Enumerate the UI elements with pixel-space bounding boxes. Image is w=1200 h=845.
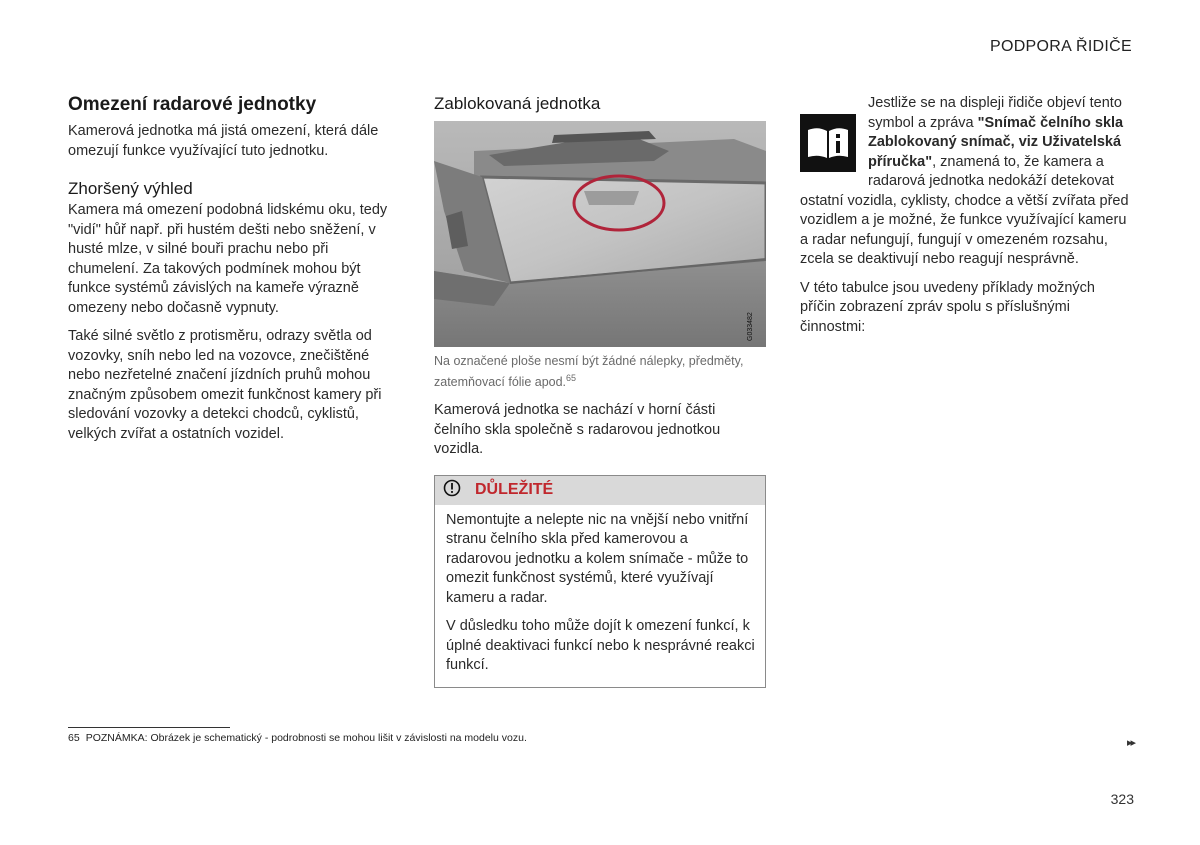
column-left <box>68 94 398 453</box>
paragraph: Kamera má omezení podobná lidskému oku, tedy "vidí" hůř např. při hustém dešti nebo sněžení, v husté mlze, v silné bouři prachu nebo při chumelení. Za takových podmínek mohou být funkce systémů závislých na kameře výrazně omezeny nebo dočasně vypnuty. <box>68 202 388 316</box>
section-header: PODPORA ŘIDIČE <box>989 38 1132 55</box>
paragraph: Jestliže se na displeji řidiče objeví tento symbol a zpráva "Snímač čelního skla Zablokovaný snímač, viz Uživatelská příručka", znamená to, že kamera a radarová jednotka nedokáží detekovat ostatní vozidla, cyklisty, chodce a větší zvířata před vozidlem a je možné, že funkce využívající kameru a radar nefungují, fungují v omezeném rozsahu, zcela se deaktivují nebo reagují nesprávně. <box>800 95 1129 267</box>
book-info-icon <box>800 114 856 172</box>
warning-paragraph: V důsledku toho může dojít k omezení funkcí, k úplné deaktivaci funkcí nebo k nesprávné reakci funkcí. <box>446 618 755 674</box>
exclamation-circle-icon <box>443 479 461 502</box>
warning-box <box>434 475 766 688</box>
footnote-divider <box>68 727 230 728</box>
warning-paragraph: Nemontujte a nelepte nic na vnější nebo vnitřní stranu čelního skla před kamerovou a radarovou jednotku a kolem snímače - může to omezit funkčnost systémů, které využívají kameru a radar. <box>446 511 749 606</box>
section-title: Omezení radarové jednotky <box>68 94 317 115</box>
column-right <box>800 94 1134 346</box>
subsection-title: Zablokovaná jednotka <box>434 94 601 113</box>
footnote-number: 65 <box>68 732 80 744</box>
image-code: G033482 <box>747 312 754 341</box>
footnote-ref: 65 <box>566 373 577 383</box>
paragraph: V této tabulce jsou uvedeny příklady možných příčin zobrazení zpráv spolu s příslušnými činnostmi: <box>800 279 1095 335</box>
column-middle <box>434 94 766 688</box>
image-caption: Na označené ploše nesmí být žádné nálepky, předměty, zatemňovací fólie apod.$^{65}$ <box>434 354 744 390</box>
paragraph: Kamerová jednotka se nachází v horní části čelního skla společně s radarovou jednotkou vozidla. <box>434 402 721 458</box>
footnote <box>68 732 527 744</box>
warning-body <box>435 505 765 687</box>
intro-paragraph: Kamerová jednotka má jistá omezení, která dále omezují funkce využívající tuto jednotku. <box>68 123 379 159</box>
warning-header <box>435 476 765 505</box>
message-text: "Snímač čelního skla Zablokovaný snímač, viz Uživatelská příručka" <box>868 114 1124 170</box>
page-number: 323 <box>1110 791 1134 807</box>
paragraph: Také silné světlo z protisměru, odrazy světla od vozovky, sníh nebo led na vozovce, znečištěné nebo nezřetelné značení jízdních pruhů mohou značným způsobem omezit funkčnost kamery při sledování vozovky a detekci chodců, cyklistů, velkých zvířat a ostatních vozidel. <box>68 328 382 442</box>
warning-title: DŮLEŽITÉ <box>475 481 554 499</box>
subsection-title: Zhoršený výhled <box>68 179 193 198</box>
footnote-text: POZNÁMKA: Obrázek je schematický - podrobnosti se mohou lišit v závislosti na modelu vozu. <box>85 732 527 744</box>
windshield-photo <box>434 121 766 347</box>
next-page-arrows-icon: ▸▸ <box>1126 737 1134 749</box>
